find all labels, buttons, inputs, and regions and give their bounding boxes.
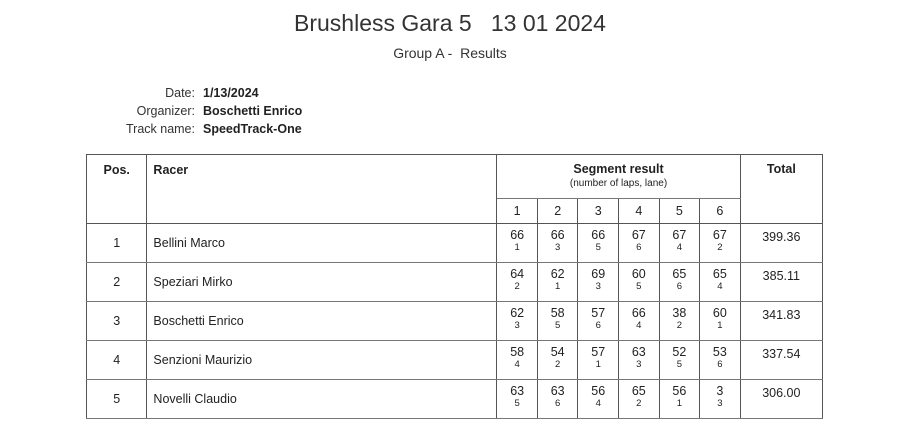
- segment-number: 6: [700, 199, 741, 224]
- lane-value: 6: [717, 359, 723, 370]
- track-row: [90, 120, 302, 138]
- racer-cell: Senzioni Maurizio: [147, 341, 497, 380]
- table-row: [87, 302, 823, 341]
- segment-cell: [619, 263, 660, 302]
- laps-value: 62: [510, 306, 525, 320]
- segment-cell: [497, 224, 538, 263]
- lane-value: 1: [595, 359, 601, 370]
- segment-cell: [659, 263, 700, 302]
- segment-cell: [619, 302, 660, 341]
- lane-value: 6: [676, 281, 682, 292]
- laps-value: 65: [631, 384, 646, 398]
- racer-header: Racer: [147, 155, 497, 224]
- segment-cell: [537, 302, 578, 341]
- organizer-row: [90, 102, 302, 120]
- segment-cell: [619, 224, 660, 263]
- total-cell: 337.54: [740, 341, 822, 380]
- laps-value: 66: [631, 306, 646, 320]
- segment-cell: [700, 224, 741, 263]
- table-row: [87, 224, 823, 263]
- racer-cell: Boschetti Enrico: [147, 302, 497, 341]
- laps-value: 66: [550, 228, 565, 242]
- laps-value: 65: [672, 267, 687, 281]
- segment-cell: [578, 302, 619, 341]
- segment-cell: [578, 380, 619, 419]
- laps-value: 3: [716, 384, 724, 398]
- laps-value: 67: [631, 228, 646, 242]
- lane-value: 2: [636, 398, 642, 409]
- segment-cell: [700, 380, 741, 419]
- position-cell: 5: [87, 380, 147, 419]
- lane-value: 3: [595, 281, 601, 292]
- segment-cell: [700, 341, 741, 380]
- lane-value: 5: [555, 320, 561, 331]
- segment-cell: [659, 302, 700, 341]
- segment-cell: [659, 341, 700, 380]
- segment-cell: [578, 224, 619, 263]
- organizer-value: Boschetti Enrico: [203, 104, 303, 118]
- laps-value: 63: [550, 384, 565, 398]
- laps-value: 60: [712, 306, 727, 320]
- lane-value: 6: [636, 242, 642, 253]
- lane-value: 1: [676, 398, 682, 409]
- racer-cell: Novelli Claudio: [147, 380, 497, 419]
- segment-cell: [537, 341, 578, 380]
- lane-value: 2: [555, 359, 561, 370]
- segment-cell: [659, 224, 700, 263]
- laps-value: 65: [712, 267, 727, 281]
- lane-value: 4: [676, 242, 682, 253]
- lane-value: 5: [676, 359, 682, 370]
- segment-number: 1: [497, 199, 538, 224]
- laps-value: 60: [631, 267, 646, 281]
- table-row: [87, 263, 823, 302]
- lane-value: 3: [514, 320, 520, 331]
- position-cell: 2: [87, 263, 147, 302]
- lane-value: 6: [595, 320, 601, 331]
- laps-value: 56: [591, 384, 606, 398]
- laps-value: 57: [591, 345, 606, 359]
- lane-value: 5: [514, 398, 520, 409]
- segment-cell: [537, 263, 578, 302]
- laps-value: 63: [631, 345, 646, 359]
- date-label: Date:: [165, 86, 195, 100]
- table-row: [87, 380, 823, 419]
- position-cell: 4: [87, 341, 147, 380]
- segment-cell: [537, 224, 578, 263]
- segment-number: 3: [578, 199, 619, 224]
- laps-value: 64: [510, 267, 525, 281]
- table-row: [87, 341, 823, 380]
- lane-value: 2: [717, 242, 723, 253]
- lane-value: 3: [636, 359, 642, 370]
- lane-value: 4: [595, 398, 601, 409]
- segment-number: 4: [619, 199, 660, 224]
- laps-value: 69: [591, 267, 606, 281]
- segment-cell: [619, 380, 660, 419]
- laps-value: 66: [591, 228, 606, 242]
- lane-value: 4: [514, 359, 520, 370]
- segment-cell: [578, 341, 619, 380]
- total-cell: 399.36: [740, 224, 822, 263]
- results-table: [86, 154, 823, 419]
- laps-value: 52: [672, 345, 687, 359]
- organizer-label: Organizer:: [136, 104, 195, 118]
- laps-value: 66: [510, 228, 525, 242]
- laps-value: 62: [550, 267, 565, 281]
- lane-value: 3: [555, 242, 561, 253]
- laps-value: 56: [672, 384, 687, 398]
- lane-value: 4: [636, 320, 642, 331]
- lane-value: 2: [514, 281, 520, 292]
- lane-value: 3: [717, 398, 723, 409]
- laps-value: 53: [712, 345, 727, 359]
- lane-value: 5: [595, 242, 601, 253]
- segment-cell: [537, 380, 578, 419]
- segment-cell: [700, 263, 741, 302]
- total-header: Total: [740, 155, 822, 224]
- pos-header: Pos.: [87, 155, 147, 224]
- laps-value: 67: [672, 228, 687, 242]
- lane-value: 6: [555, 398, 561, 409]
- total-cell: 385.11: [740, 263, 822, 302]
- segment-cell: [497, 302, 538, 341]
- laps-value: 58: [510, 345, 525, 359]
- race-info: [90, 84, 302, 138]
- date-value: 1/13/2024: [203, 86, 259, 100]
- header-row: [87, 155, 823, 199]
- track-value: SpeedTrack-One: [203, 122, 302, 136]
- segment-cell: [619, 341, 660, 380]
- page-title: Brushless Gara 5 13 01 2024: [294, 10, 606, 36]
- laps-value: 38: [672, 306, 687, 320]
- laps-value: 58: [550, 306, 565, 320]
- segment-cell: [700, 302, 741, 341]
- segment-cell: [497, 341, 538, 380]
- segment-cell: [659, 380, 700, 419]
- position-cell: 3: [87, 302, 147, 341]
- laps-value: 54: [550, 345, 565, 359]
- position-cell: 1: [87, 224, 147, 263]
- lane-value: 1: [514, 242, 520, 253]
- segment-number: 2: [537, 199, 578, 224]
- segment-number: 5: [659, 199, 700, 224]
- laps-value: 63: [510, 384, 525, 398]
- page-subtitle: Group A - Results: [393, 45, 507, 61]
- lane-value: 2: [676, 320, 682, 331]
- segment-header: [497, 155, 740, 199]
- laps-value: 57: [591, 306, 606, 320]
- segment-cell: [497, 380, 538, 419]
- total-cell: 306.00: [740, 380, 822, 419]
- laps-value: 67: [712, 228, 727, 242]
- segment-header-title: Segment result: [573, 162, 664, 176]
- lane-value: 5: [636, 281, 642, 292]
- track-label: Track name:: [125, 122, 195, 136]
- total-cell: 341.83: [740, 302, 822, 341]
- segment-cell: [578, 263, 619, 302]
- segment-cell: [497, 263, 538, 302]
- segment-header-subtitle: (number of laps, lane): [569, 178, 668, 189]
- lane-value: 1: [717, 320, 723, 331]
- date-row: [90, 84, 302, 102]
- racer-cell: Bellini Marco: [147, 224, 497, 263]
- lane-value: 1: [555, 281, 561, 292]
- lane-value: 4: [717, 281, 723, 292]
- racer-cell: Speziari Mirko: [147, 263, 497, 302]
